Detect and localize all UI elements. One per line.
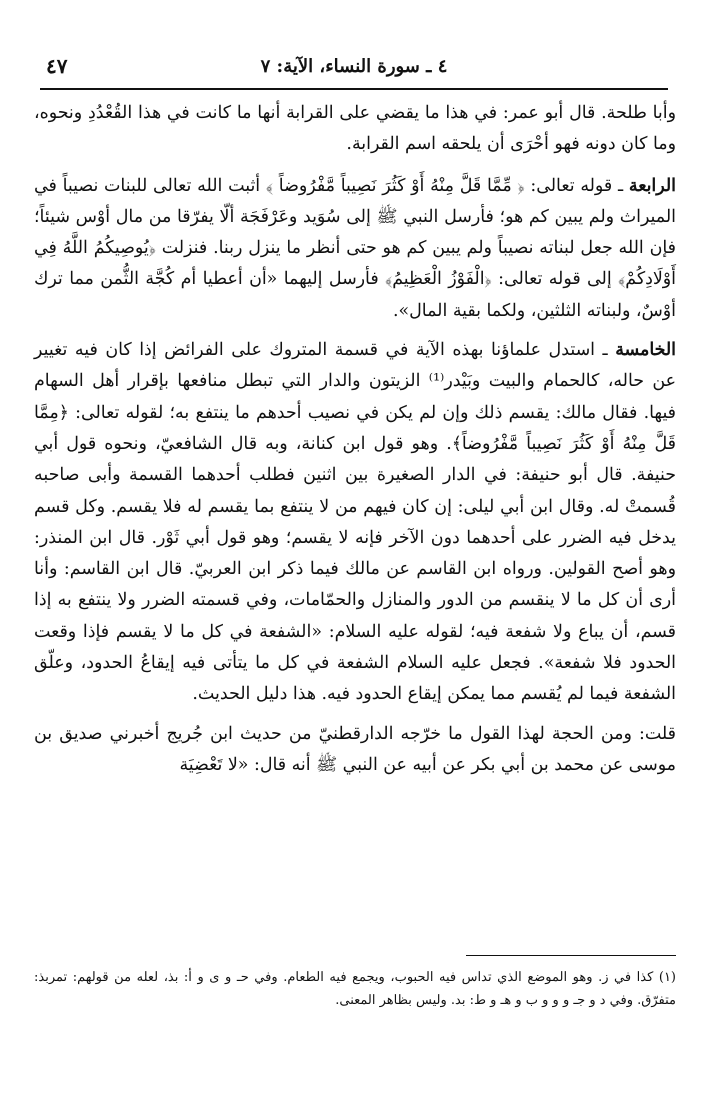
section-lead: الخامسة xyxy=(615,340,676,361)
page-number: ٤٧ xyxy=(46,54,68,78)
footnotes xyxy=(34,966,676,1012)
paragraph-text: قلت: ومن الحجة لهذا القول ما خرّجه الدارقطنيّ من حديث ابن جُريج أخبرني صديق بن موسى عن محمد بن أبي بكر عن أبيه عن النبي ﷺ أنه قال: «لا تَعْضِيَة xyxy=(34,723,676,775)
paragraph-text: ـ استدل علماؤنا بهذه الآية في قسمة المتروك على الفرائض إذا كان فيه تغيير عن حاله، كالحمام والبيت وبَيْدر⁽¹⁾ الزيتون والدار التي تبطل منافعها بإقرار أهل السهام فيها. فقال مالك: يقسم ذلك وإن لم يكن في نصيب أحدهم ما ينتفع به؛ لقوله تعالى: ﴿مِمَّا قَلَّ مِنْهُ أَوْ كَثُرَ نَصِيباً مَّفْرُوضاً﴾. وهو قول ابن كنانة، وبه قال الشافعيّ، ونحوه قول أبي حنيفة. قال أبو حنيفة: في الدار الصغيرة بين اثنين فطلب أحدهما القسمة وأبى صاحبه قُسمتْ له. وقال ابن أبي ليلى: إن كان فيهم من لا ينتفع بما يقسم له فلا يقسم. وكل قسم يدخل فيه الضرر على أحدهما دون الآخر فإنه لا يقسم؛ وهو قول أبي ثَوْر. قال ابن المنذر: وهو أصح القولين. ورواه ابن القاسم عن مالك فيما ذكر ابن العربيّ. قال ابن القاسم: وأنا أرى أن كل ما لا ينقسم من الدور والمنازل والحمّامات، وفي قسمته الضرر ولا ينتفع به إذا قسم، أن يباع ولا شفعة فيه؛ لقوله عليه السلام: «الشفعة في كل ما لا يقسم فإذا وقعت الحدود فلا شفعة». فجعل عليه السلام الشفعة في كل ما يتأتى فيه إيقاعُ الحدود، وعلّق الشفعة فيما لم يُقسم مما يمكن إيقاع الحدود فيه. هذا دليل الحديث. xyxy=(34,340,676,705)
paragraph-text: وأبا طلحة. قال أبو عمر: في هذا ما يقضي على القرابة أنها ما كانت في هذا القُعْدُدِ ونحوه، وما كان دونه فهو أحْرَى أن يلحقه اسم القرابة. xyxy=(34,103,676,155)
running-header xyxy=(40,50,668,90)
footnote-rule xyxy=(466,955,676,956)
paragraph xyxy=(34,98,676,161)
header-rule xyxy=(40,88,668,90)
footnote: (١) كذا في ز. وهو الموضع الذي تداس فيه الحبوب، ويجمع فيه الطعام. وفي حـ و ى و أ: بذ، لعله من قولهم: تمربذ: متفرّق. وفي د و جـ و و و ب و هـ و ط: بد. وليس بظاهر المعنى. xyxy=(34,970,676,1008)
main-text xyxy=(34,98,676,789)
paragraph-text: ـ قوله تعالى: ﴿ مِّمَّا قَلَّ مِنْهُ أَوْ كَثُرَ نَصِيباً مَّفْرُوضاً ﴾ أثبت الله تعالى للبنات نصيباً في الميراث ولم يبين كم هو؛ فأرسل النبي ﷺ إلى سُوَيد وعَرْفَجَة ألّا يفرّقا من مال أوْس شيئاً؛ فإن الله جعل لبناته نصيباً ولم يبين كم هو حتى أنظر ما ينزل ربنا. فنزلت ﴿يُوصِيكُمُ اللَّهُ فِي أَوْلَادِكُمْ﴾ إلى قوله تعالى: ﴿الْفَوْزُ الْعَظِيمُ﴾ فأرسل إليهما «أن أعطيا أم كُجَّة الثُّمن مما ترك أوْسٌ، ولبناته الثلثين، ولكما بقية المال». xyxy=(34,175,676,321)
section-lead: الرابعة xyxy=(628,175,676,196)
paragraph xyxy=(34,171,676,327)
paragraph xyxy=(34,335,676,711)
header-title: ٤ ـ سورة النساء، الآية: ٧ xyxy=(260,56,448,77)
paragraph xyxy=(34,719,676,782)
